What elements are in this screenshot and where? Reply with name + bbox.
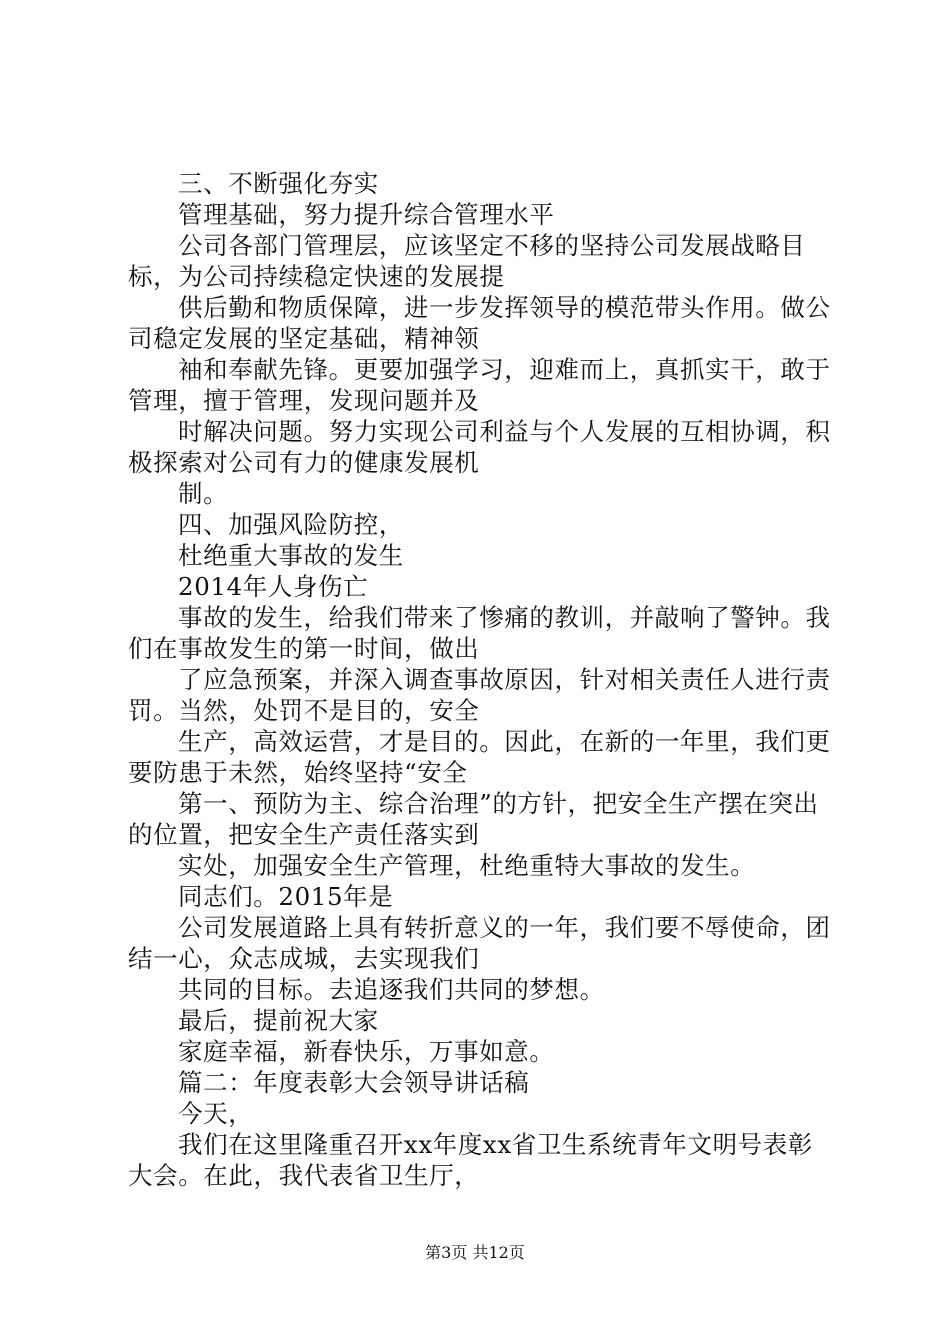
paragraph-subheading-4: 杜绝重大事故的发生 bbox=[178, 541, 404, 570]
paragraph-heading-4: 四、加强风险防控， bbox=[178, 510, 404, 539]
paragraph: 我们在这里隆重召开xx年度xx省卫生系统青年文明号表彰大会。在此，我代表省卫生厅， bbox=[128, 1130, 813, 1190]
document-body bbox=[128, 168, 834, 1191]
paragraph: 时解决问题。努力实现公司利益与个人发展的互相协调，积极探索对公司有力的健康发展机 bbox=[128, 417, 831, 477]
paragraph: 袖和奉献先锋。更要加强学习，迎难而上，真抓实干，敢于管理，擅于管理，发现问题并及 bbox=[128, 355, 831, 415]
section-title-part-2: 篇二：年度表彰大会领导讲话稿 bbox=[178, 1068, 530, 1097]
paragraph-heading-3: 三、不断强化夯实 bbox=[178, 169, 379, 198]
paragraph: 制。 bbox=[178, 479, 229, 508]
paragraph-subheading-3: 管理基础，努力提升综合管理水平 bbox=[178, 200, 555, 229]
paragraph: 家庭幸福，新春快乐，万事如意。 bbox=[178, 1037, 555, 1066]
paragraph: 了应急预案，并深入调查事故原因，针对相关责任人进行责罚。当然，处罚不是目的，安全 bbox=[128, 665, 831, 725]
paragraph: 共同的目标。去追逐我们共同的梦想。 bbox=[178, 975, 605, 1004]
paragraph: 公司各部门管理层，应该坚定不移的坚持公司发展战略目标，为公司持续稳定快速的发展提 bbox=[128, 231, 806, 291]
paragraph: 今天， bbox=[178, 1099, 254, 1128]
paragraph: 第一、预防为主、综合治理”的方针，把安全生产摆在突出的位置，把安全生产责任落实到 bbox=[128, 789, 819, 849]
paragraph: 实处，加强安全生产管理，杜绝重特大事故的发生。 bbox=[178, 851, 756, 880]
paragraph: 2014年人身伤亡 bbox=[178, 572, 369, 601]
paragraph: 公司发展道路上具有转折意义的一年，我们要不辱使命，团结一心，众志成城，去实现我们 bbox=[128, 913, 831, 973]
paragraph: 生产，高效运营，才是目的。因此，在新的一年里，我们更要防患于未然，始终坚持“安全 bbox=[128, 727, 831, 787]
paragraph: 最后，提前祝大家 bbox=[178, 1006, 379, 1035]
paragraph: 供后勤和物质保障，进一步发挥领导的模范带头作用。做公司稳定发展的坚定基础，精神领 bbox=[128, 293, 831, 353]
paragraph: 事故的发生，给我们带来了惨痛的教训，并敲响了警钟。我们在事故发生的第一时间，做出 bbox=[128, 603, 831, 663]
paragraph: 同志们。2015年是 bbox=[178, 882, 394, 911]
page-number-footer: 第3页 共12页 bbox=[425, 1243, 525, 1262]
